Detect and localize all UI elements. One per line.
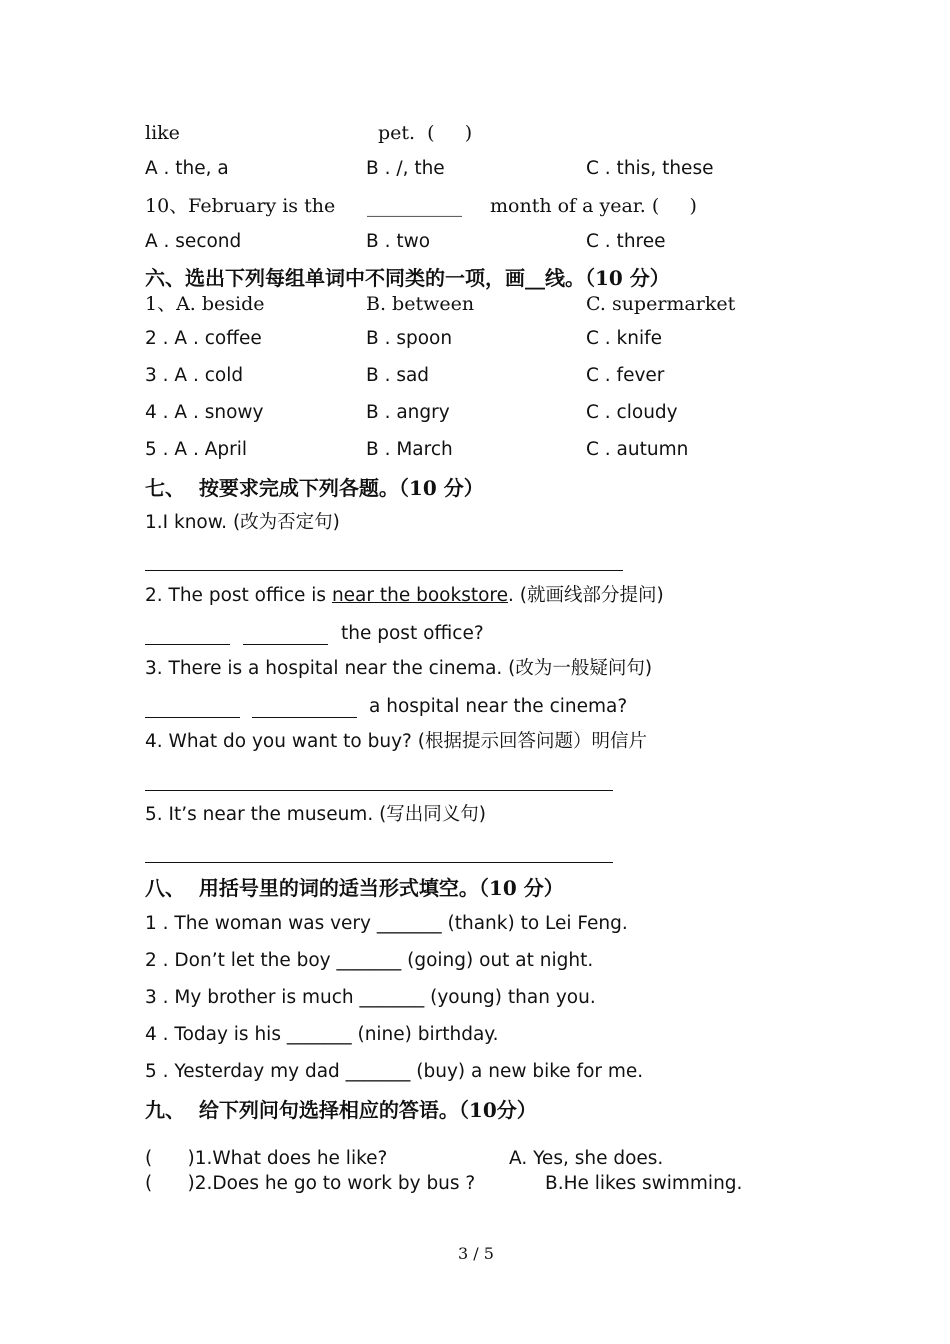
s6-row1-c: C. supermarket: [586, 293, 736, 315]
s7-q1-answer-line: [145, 570, 623, 571]
s7-q2-underlined: near the bookstore: [331, 585, 509, 606]
s7-q1: 1.I know. (改为否定句): [145, 512, 340, 533]
s6-row4-c: C . cloudy: [586, 402, 678, 423]
s6-row3-c: C . fever: [586, 365, 665, 386]
s9-q2: ( )2.Does he go to work by bus ?: [145, 1173, 476, 1194]
q10-stem-end: month of a year. ( ): [490, 195, 697, 217]
s6-row1-b: B. between: [366, 293, 475, 315]
s7-q3-fill: a hospital near the cinema?: [369, 696, 628, 717]
section8-title: 八、 用括号里的词的适当形式填空。（10 分）: [145, 876, 564, 900]
q10-blank: __________: [367, 195, 462, 217]
q10-stem-start: 10、February is the: [145, 195, 336, 217]
s8-item-4: 4 . Today is his _______ (nine) birthday.: [145, 1024, 499, 1045]
s7-q3-blank-1: [145, 717, 240, 718]
s9-a2: B.He likes swimming.: [545, 1173, 743, 1194]
q9-stem-start: like: [145, 122, 180, 144]
page-number: 3 / 5: [458, 1244, 494, 1263]
s7-q3: 3. There is a hospital near the cinema. (改为一般疑问句): [145, 658, 653, 679]
s6-row5-b: B . March: [366, 439, 453, 460]
s6-row4-a: 4 . A . snowy: [145, 402, 264, 423]
s6-row5-c: C . autumn: [586, 439, 689, 460]
s6-row4-b: B . angry: [366, 402, 450, 423]
s7-q2: [145, 587, 664, 606]
s7-q4-answer-line: [145, 790, 613, 791]
s8-item-2: 2 . Don’t let the boy _______ (going) out at night.: [145, 950, 594, 971]
s6-row2-c: C . knife: [586, 328, 663, 349]
s6-row5-a: 5 . A . April: [145, 439, 247, 460]
s6-row3-b: B . sad: [366, 365, 430, 386]
s7-q4: 4. What do you want to buy? (根据提示回答问题）明信片: [145, 731, 647, 752]
s8-item-5: 5 . Yesterday my dad _______ (buy) a new bike for me.: [145, 1061, 644, 1082]
s6-row2-b: B . spoon: [366, 328, 453, 349]
q9-option-b: B . /, the: [366, 158, 445, 179]
s7-q5: 5. It’s near the museum. (写出同义句): [145, 804, 487, 825]
q9-stem-end: pet. ( ): [378, 122, 473, 144]
section9-title: 九、 给下列问句选择相应的答语。（10分）: [145, 1098, 537, 1122]
s9-q1: ( )1.What does he like?: [145, 1148, 388, 1169]
q10-option-b: B . two: [366, 231, 431, 252]
section7-title: 七、 按要求完成下列各题。（10 分）: [145, 476, 484, 500]
s7-q2-post: . (就画线部分提问): [508, 585, 664, 606]
q10-option-c: C . three: [586, 231, 666, 252]
s6-row1-a: 1、A. beside: [145, 293, 265, 315]
s8-item-3: 3 . My brother is much _______ (young) than you.: [145, 987, 596, 1008]
s7-q2-fill: the post office?: [341, 623, 484, 644]
s9-a1: A. Yes, she does.: [509, 1148, 664, 1169]
s7-q5-answer-line: [145, 862, 613, 863]
q10-option-a: A . second: [145, 231, 242, 252]
s7-q2-blank-1: [145, 644, 230, 645]
q9-option-c: C . this, these: [586, 158, 714, 179]
s6-row2-a: 2 . A . coffee: [145, 328, 262, 349]
s7-q2-blank-2: [243, 644, 328, 645]
s7-q3-blank-2: [252, 717, 357, 718]
s7-q2-pre: 2. The post office is: [145, 585, 332, 606]
q9-option-a: A . the, a: [145, 158, 229, 179]
section6-title: 六、选出下列每组单词中不同类的一项，画__线。（10 分）: [145, 266, 670, 290]
s8-item-1: 1 . The woman was very _______ (thank) to Lei Feng.: [145, 913, 628, 934]
s6-row3-a: 3 . A . cold: [145, 365, 244, 386]
